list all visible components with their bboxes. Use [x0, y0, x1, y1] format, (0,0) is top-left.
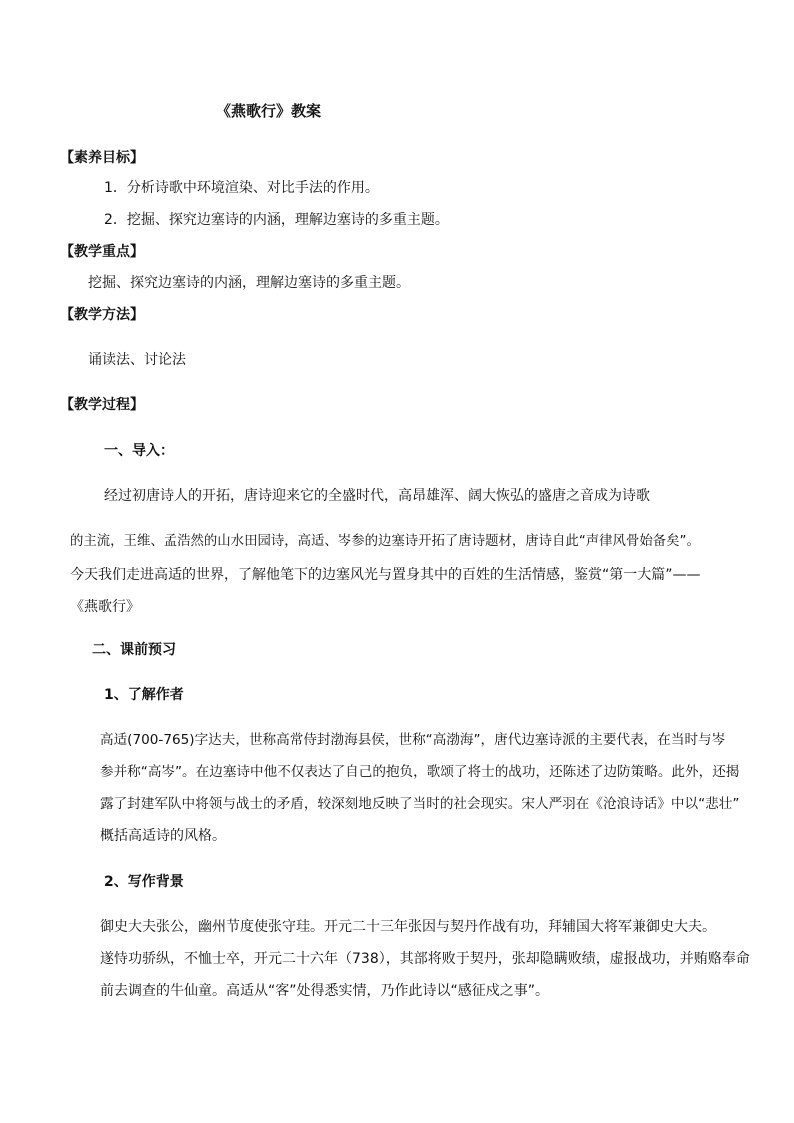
- intro-paragraph-line: 《燕歌行》: [70, 599, 140, 615]
- intro-paragraph-line: 今天我们走进高适的世界，了解他笔下的边塞风光与置身其中的百姓的生活情感，鉴赏“第一大篇”——: [70, 567, 701, 583]
- sub-heading-background: 2、写作背景: [104, 874, 184, 890]
- teaching-method-text: 诵读法、讨论法: [88, 352, 186, 368]
- heading-teaching-method: 【教学方法】: [60, 307, 144, 323]
- author-paragraph-line: 高适(700-765)字达夫，世称高常侍封渤海县侯，世称“高渤海”，唐代边塞诗派的主要代表，在当时与岑: [100, 732, 726, 748]
- intro-paragraph-line: 经过初唐诗人的开拓，唐诗迎来它的全盛时代，高昂雄浑、阔大恢弘的盛唐之音成为诗歌: [104, 488, 650, 504]
- background-paragraph-line: 御史大夫张公，幽州节度使张守珪。开元二十三年张因与契丹作战有功，拜辅国大将军兼御史大夫。: [100, 919, 716, 935]
- document-title: 《燕歌行》教案: [216, 102, 322, 120]
- heading-key-points: 【教学重点】: [60, 244, 144, 260]
- author-paragraph-line: 参并称“高岑”。在边塞诗中他不仅表达了自己的抱负，歌颂了将士的战功，还陈述了边防策略。此外，还揭: [100, 764, 740, 780]
- goal-item-2: 2．挖掘、探究边塞诗的内涵，理解边塞诗的多重主题。: [104, 212, 449, 228]
- author-paragraph-line: 概括高适诗的风格。: [100, 828, 226, 844]
- sub-heading-author: 1、了解作者: [104, 687, 184, 703]
- goal-item-1: 1．分析诗歌中环境渲染、对比手法的作用。: [104, 180, 379, 196]
- heading-teaching-process: 【教学过程】: [60, 397, 144, 413]
- section-intro-heading: 一、导入：: [104, 443, 174, 459]
- intro-paragraph-line: 的主流，王维、孟浩然的山水田园诗，高适、岑参的边塞诗开拓了唐诗题材，唐诗自此“声律风骨始备矣”。: [70, 534, 700, 549]
- author-paragraph-line: 露了封建军队中将领与战士的矛盾，较深刻地反映了当时的社会现实。宋人严羽在《沧浪诗话》中以“悲壮”: [100, 796, 740, 812]
- heading-goals: 【素养目标】: [60, 150, 144, 166]
- background-paragraph-line: 前去调查的牛仙童。高适从“客”处得悉实情，乃作此诗以“感征戍之事”。: [100, 983, 550, 999]
- background-paragraph-line: 遂恃功骄纵，不恤士卒，开元二十六年（738），其部将败于契丹，张却隐瞒败绩，虚报战功，并贿赂奉命: [100, 951, 750, 967]
- section-preview-heading: 二、课前预习: [92, 642, 176, 658]
- key-points-text: 挖掘、探究边塞诗的内涵，理解边塞诗的多重主题。: [88, 275, 410, 291]
